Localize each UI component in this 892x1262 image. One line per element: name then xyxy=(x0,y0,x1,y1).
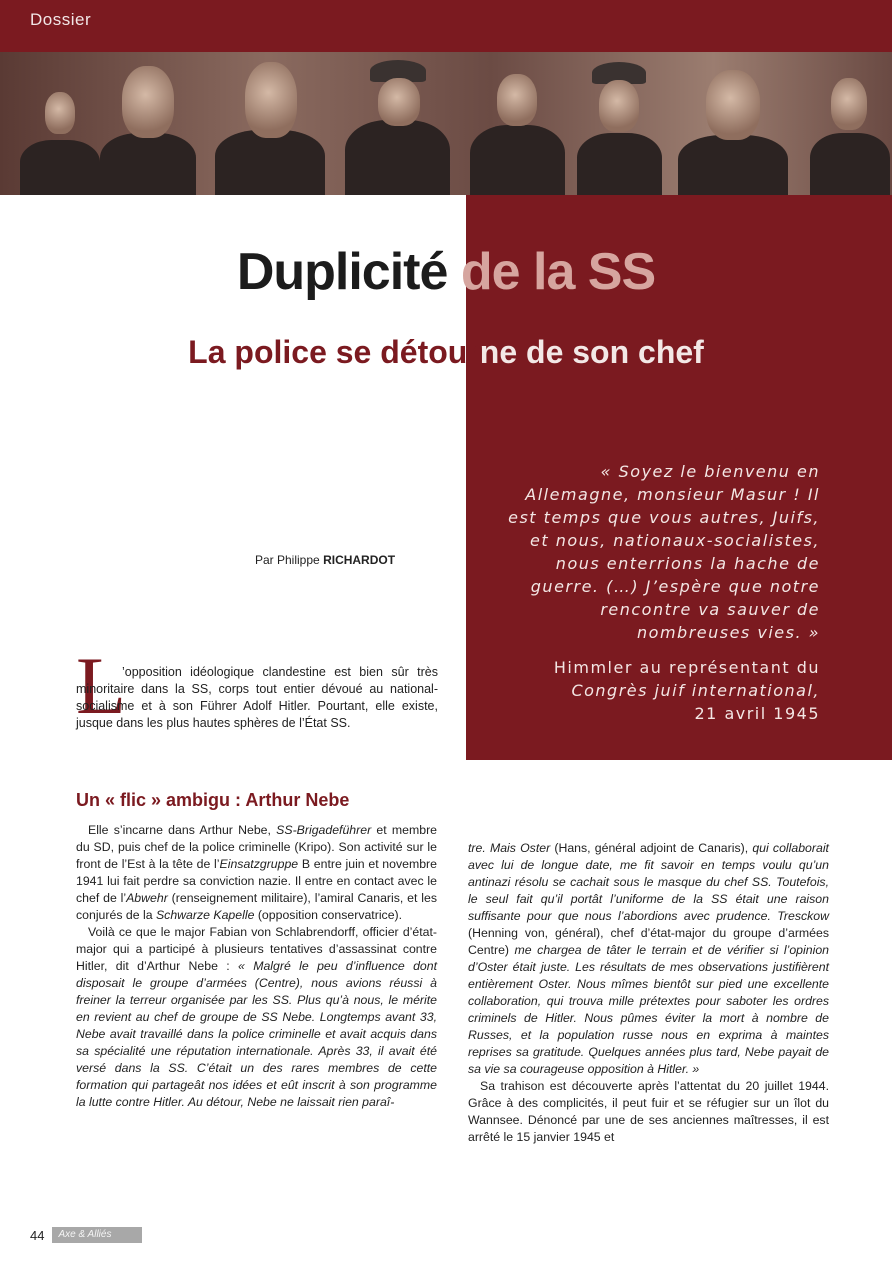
page-number: 44 xyxy=(30,1227,45,1243)
portrait-photo xyxy=(462,52,572,195)
intro-paragraph: ’opposition idéologique clandestine est bien sûr très minoritaire dans la SS, corps tout entier dévoué au national-socialisme et à son Führer Adolf Hitler. Pourtant, elle existe, jusque dans les plus hautes sphères de l’État SS. xyxy=(76,665,438,730)
portrait-photo xyxy=(205,52,335,195)
portrait-photo xyxy=(92,52,204,195)
subtitle-part-1: La police se détour xyxy=(188,334,480,370)
article-title xyxy=(0,242,892,302)
article-subtitle xyxy=(0,334,892,371)
drop-cap: L xyxy=(76,640,127,731)
quote-source-line: 21 avril 1945 xyxy=(694,704,820,723)
header-photo-strip xyxy=(0,52,892,195)
title-part-1: Duplicité xyxy=(236,243,448,301)
portrait-photo xyxy=(0,52,105,195)
body-paragraph: tre. Mais Oster (Hans, général adjoint de Canaris), qui collaborait avec lui de longue date, me fit savoir en temps voulu qu’un antinazi résolu se cachait sous le masque du chef SS. Toutefois, le seul fait qu’il portât l’uniforme de la SS était une raison suffisante pour que nous l’abordions avec prudence. Tresckow (Henning von, général), chef d’état-major du groupe d’armées Centre) me chargea de tâter le terrain et de vérifier si l’opinion d’Oster était juste. Les résultats de mes observations justifièrent entièrement Oster. Nous mîmes bientôt sur pied une excellente collaboration, qui trouva mille prétextes pour saboter les ordres criminels de Hitler. Nous pûmes éviter la mort à nombre de Russes, et la population russe nous en exprima à maintes reprises sa gratitude. Quelques années plus tard, Nebe payait de sa vie sa courageuse opposition à Hitler. » xyxy=(468,841,829,1076)
header-bar xyxy=(0,0,892,52)
section-label: Dossier xyxy=(30,10,92,29)
body-paragraph: Voilà ce que le major Fabian von Schlabrendorff, officier d’état-major qui a participé à plusieurs tentatives d’assassinat contre Hitler, dit d’Arthur Nebe : « Malgré le peu d’influence dont disposait le groupe d’armées (Centre), nous avions réussi à freiner la terreur organisée par les SS. Plus qu’à nous, le mérite en revient au chef de groupe de SS Nebe. Longtemps avant 33, Nebe avait travaillé dans la police criminelle et avait acquis dans sa spécialité une réputation internationale. Après 33, il avait été versé dans la SS. C’était un des rares membres de cette formation qui partageât nos idées et eût inscrit à son programme la lutte contre Hitler. Au détour, Nebe ne laissait rien paraî- xyxy=(76,925,438,1109)
portrait-photo xyxy=(805,52,892,195)
portrait-photo xyxy=(340,52,455,195)
quote-attribution xyxy=(492,656,820,725)
byline xyxy=(255,553,395,567)
title-part-2: de la SS xyxy=(460,243,656,301)
pull-quote: « Soyez le bienvenu en Allemagne, monsieur Masur ! Il est temps que vous autres, Juifs, et nous, nationaux-socialistes, nous enterrions la hache de guerre. (…) J’espère que notre rencontre va sauver de nombreuses vies. » xyxy=(508,462,820,642)
section-heading: Un « flic » ambigu : Arthur Nebe xyxy=(76,790,350,810)
quote-source-line: Himmler au représentant du xyxy=(553,658,820,677)
page-footer xyxy=(30,1227,142,1243)
body-paragraph: Elle s’incarne dans Arthur Nebe, SS-Brigadeführer et membre du SD, puis chef de la police criminelle (Kripo). Son activité sur le front de l’Est à la tête de l’Einsatzgruppe B entre juin et novembre 1941 lui fait perdre sa conviction nazie. Il entre en contact avec le chef de l’Abwehr (renseignement militaire), l’amiral Canaris, et les conjurés de la Schwarze Kapelle (opposition conservatrice). xyxy=(76,823,438,922)
body-paragraph: Sa trahison est découverte après l’attentat du 20 juillet 1944. Grâce à des complicités, il peut fuir et se réfugier sur un îlot du Wannsee. Dénoncé par une de ses anciennes maîtresses, il est arrêté le 15 janvier 1945 et xyxy=(468,1079,829,1144)
quote-source-line: Congrès juif international, xyxy=(571,681,820,700)
subtitle-part-2: ne de son chef xyxy=(479,334,704,370)
text-column-1 xyxy=(76,822,437,1111)
text-column-2 xyxy=(468,840,829,1146)
author-name: RICHARDOT xyxy=(323,553,396,567)
byline-prefix: Par Philippe xyxy=(255,553,320,567)
publication-tag: Axe & Alliés xyxy=(52,1227,142,1243)
portrait-photo xyxy=(668,52,798,195)
portrait-photo xyxy=(572,52,667,195)
